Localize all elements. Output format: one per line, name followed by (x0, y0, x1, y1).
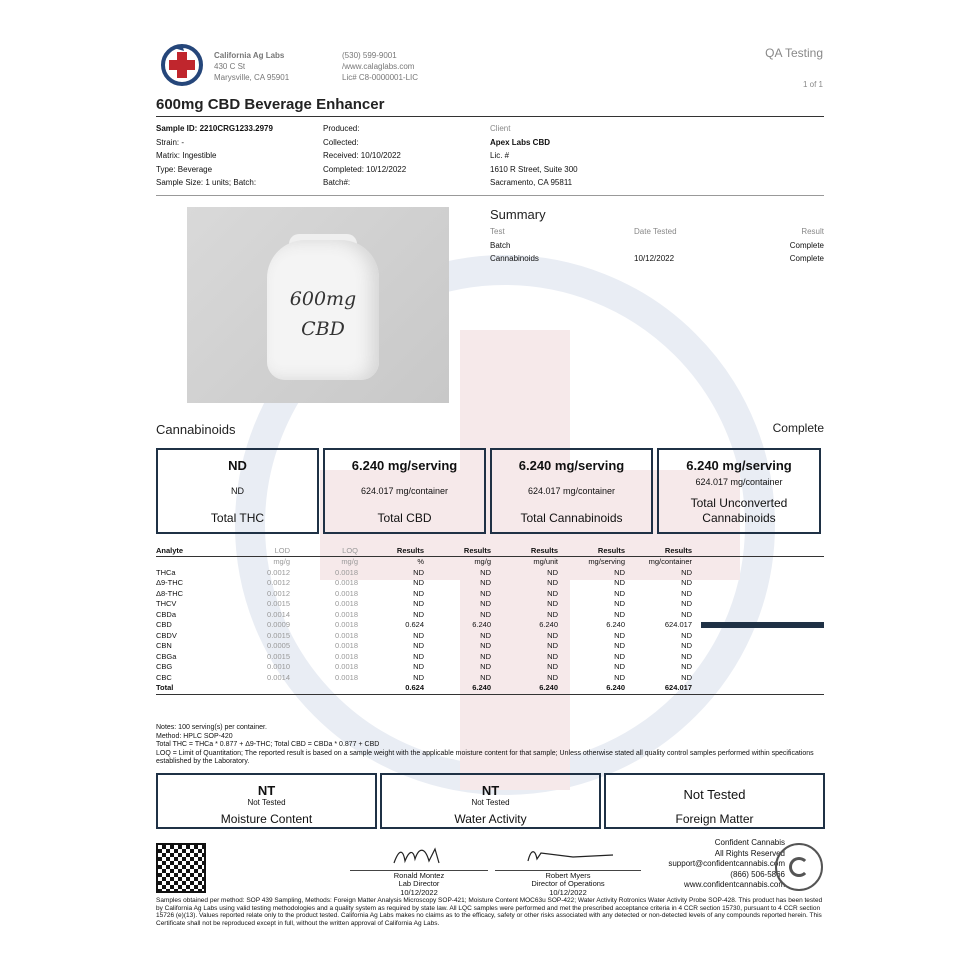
result-cell: 624.017 (664, 620, 692, 630)
table-row (156, 673, 824, 684)
summary-test: Cannabinoids (490, 254, 539, 263)
result-cell: 6.240 (606, 620, 625, 630)
lab-contact (342, 50, 418, 83)
analyte-name: Total (156, 683, 174, 693)
sample-id: Sample ID: 2210CRG1233.2979 (156, 124, 273, 133)
analyte-name: CBG (156, 662, 173, 672)
result-cell: ND (681, 599, 692, 609)
note-line: Notes: 100 serving(s) per container. (156, 724, 267, 731)
result-cell: ND (681, 609, 692, 619)
result-cell: ND (480, 588, 491, 598)
box-value: 6.240 mg/serving (351, 458, 458, 473)
unit-cell (156, 557, 226, 568)
analyte-name: CBDa (156, 609, 177, 619)
sample-received: Received: 10/10/2022 (323, 151, 401, 160)
lab-name: California Ag Labs (214, 51, 285, 60)
result-bar (692, 568, 824, 579)
note-line: Total THC = THCa * 0.877 + Δ9-THC; Total CBD = CBDa * 0.877 + CBD (156, 741, 380, 748)
result-cell: ND (547, 609, 558, 619)
summary-result: Complete (789, 241, 824, 250)
result-cell: ND (413, 651, 424, 661)
cbd-bar (701, 622, 824, 628)
result-cell: 0.0012 (267, 578, 290, 588)
col-header: Results (625, 545, 692, 557)
test-status: NT (257, 783, 276, 798)
col-header: Analyte (156, 545, 226, 557)
result-bar (692, 631, 824, 642)
result-cell: 0.0018 (335, 662, 358, 672)
result-bar (692, 662, 824, 673)
signer-date: 10/12/2022 (549, 887, 587, 897)
box-value: 6.240 mg/serving (686, 458, 792, 473)
result-cell: ND (480, 567, 491, 577)
lab-license: Lic# C8-0000001-LIC (342, 73, 419, 82)
result-cell: 6.240 (539, 620, 558, 630)
result-cell: ND (547, 672, 558, 682)
signer-title: Director of Operations (531, 879, 605, 888)
table-row (156, 620, 824, 631)
note-line: LOQ = Limit of Quantitation; The reported result is based on a sample weight with the applicable moisture content for that sample; Unless otherwise stated all quality control samples performed within specifications established by the Laboratory. (156, 749, 814, 765)
result-cell: ND (614, 599, 625, 609)
col-header: Results (358, 545, 424, 557)
unit-cell: mg/g (273, 557, 290, 567)
sample-dates (323, 122, 406, 190)
water-activity-box (380, 773, 601, 829)
result-cell: 0.624 (405, 620, 424, 630)
result-bar (692, 589, 824, 600)
result-cell: 0.0012 (267, 588, 290, 598)
result-cell: 0.0010 (267, 662, 290, 672)
analyte-name: Δ8-THC (156, 588, 184, 598)
result-cell: 6.240 (606, 683, 625, 693)
result-cell: ND (413, 662, 424, 672)
box-subvalue: 624.017 mg/container (695, 477, 783, 487)
result-cell: 0.0015 (267, 651, 290, 661)
sample-info (156, 122, 273, 190)
result-cell: 0.0018 (335, 630, 358, 640)
table-row (156, 568, 824, 579)
bottle (267, 240, 379, 380)
result-cell: ND (547, 662, 558, 672)
cc-email[interactable]: support@confidentcannabis.com (668, 859, 785, 868)
result-cell: ND (413, 599, 424, 609)
result-cell: ND (681, 672, 692, 682)
signer-date: 10/12/2022 (400, 887, 438, 897)
result-cell: 0.0009 (267, 620, 290, 630)
result-cell: 0.624 (405, 683, 424, 693)
lab-address-2: Marysville, CA 95901 (214, 73, 290, 82)
analyte-name: CBD (156, 620, 172, 630)
summary-header-test: Test (490, 227, 505, 236)
result-cell: ND (681, 662, 692, 672)
result-cell: ND (480, 651, 491, 661)
col-header: Results (424, 545, 491, 557)
result-cell: 6.240 (539, 683, 558, 693)
result-cell: ND (413, 567, 424, 577)
col-header: Results (558, 545, 625, 557)
table-total-row (156, 683, 824, 694)
foreign-matter-box (604, 773, 825, 829)
result-cell: ND (480, 599, 491, 609)
table-row (156, 589, 824, 600)
result-cell: ND (547, 630, 558, 640)
result-cell: ND (547, 641, 558, 651)
result-cell: 624.017 (664, 683, 692, 693)
signature-block-1 (350, 845, 488, 897)
result-cell: ND (413, 630, 424, 640)
client-address-2: Sacramento, CA 95811 (490, 178, 573, 187)
test-status: Not Tested (683, 787, 746, 802)
result-cell: ND (547, 567, 558, 577)
result-cell: 0.0018 (335, 620, 358, 630)
result-cell: ND (614, 672, 625, 682)
unit-cell: mg/g (474, 557, 491, 567)
analyte-name: CBC (156, 672, 172, 682)
result-cell: 0.0015 (267, 599, 290, 609)
result-cell: 0.0015 (267, 630, 290, 640)
divider (156, 195, 824, 196)
test-substatus: Not Tested (471, 798, 510, 807)
signer-name: Ronald Montez (393, 870, 445, 880)
result-cell: ND (614, 630, 625, 640)
box-value: 6.240 mg/serving (518, 458, 625, 473)
col-header: Results (491, 545, 558, 557)
result-cell: ND (681, 641, 692, 651)
summary-header-date: Date Tested (634, 227, 677, 236)
summary-title: Summary (490, 207, 546, 222)
divider (156, 116, 824, 117)
table-row (156, 652, 824, 663)
disclaimer: Samples obtained per method: SOP 439 Sampling, Methods: Foreign Matter Analysis Microscopy SOP-421; Moisture Content MOC63u SOP-422; Water Activity Rotronics Water Activity Probe SOP-428. This product has been tested by California Ag Labs using valid testing methodologies and a quality system as required by state law. All LQC samples were performed and met the prescribed acceptance criteria in 4 CCR section 15730, pursuant to 4 CCR section 15726 (e)(13). Values reported relate only to the product tested. California Ag Labs makes no claims as to the efficacy, safety or other risks associated with any detected or non-detected levels of any compounds reported herein. This Certificate shall not be reproduced except in full, without the written approval of California Ag Labs. (156, 897, 823, 927)
lab-logo-icon (160, 42, 204, 86)
table-row (156, 631, 824, 642)
box-label: Total CBD (377, 511, 432, 525)
unit-cell: mg/g (341, 557, 358, 567)
result-cell: ND (480, 609, 491, 619)
result-cell: ND (614, 567, 625, 577)
sample-completed: Completed: 10/12/2022 (323, 164, 407, 174)
result-cell: ND (681, 588, 692, 598)
cc-name: Confident Cannabis (714, 838, 785, 847)
unit-cell: mg/unit (533, 557, 558, 567)
result-cell: ND (614, 588, 625, 598)
units-row (156, 557, 824, 568)
test-substatus: Not Tested (247, 798, 286, 807)
signature-2-icon (513, 845, 623, 867)
lab-info (214, 50, 289, 83)
result-cell: 6.240 (472, 683, 491, 693)
result-cell: 0.0018 (335, 651, 358, 661)
result-cell: ND (480, 662, 491, 672)
summary-test: Batch (490, 241, 511, 250)
result-cell: 0.0018 (335, 567, 358, 577)
table-row (156, 599, 824, 610)
cc-rights: All Rights Reserved (714, 848, 785, 858)
result-cell: 0.0018 (335, 609, 358, 619)
table-row (156, 610, 824, 621)
box-label: Total THC (210, 511, 265, 525)
page-number: 1 of 1 (802, 80, 823, 89)
result-cell: 0.0005 (267, 641, 290, 651)
col-header: LOQ (290, 545, 358, 557)
summary-date: 10/12/2022 (634, 254, 675, 263)
result-cell: ND (681, 578, 692, 588)
note-line: Method: HPLC SOP-420 (156, 732, 233, 740)
total-cannabinoids-box (490, 448, 653, 534)
result-cell: 6.240 (472, 620, 491, 630)
result-cell (226, 683, 290, 694)
client-address-1: 1610 R Street, Suite 300 (490, 164, 578, 174)
analyte-name: CBN (156, 641, 172, 651)
analyte-name: Δ9-THC (156, 578, 184, 588)
box-subvalue: ND (231, 486, 244, 496)
lab-website[interactable]: /www.calaglabs.com (342, 62, 415, 71)
signature-1-icon (389, 845, 449, 867)
cc-web[interactable]: www.confidentcannabis.com (684, 880, 785, 889)
result-cell: ND (480, 672, 491, 682)
result-bar (692, 683, 824, 694)
result-cell: ND (681, 651, 692, 661)
box-label: Total Cannabinoids (520, 511, 623, 525)
result-bar (692, 620, 824, 631)
unit-cell-empty (692, 557, 824, 568)
cannabinoids-status: Complete (772, 421, 824, 435)
notes (156, 724, 824, 767)
col-header: LOD (226, 545, 290, 557)
summary-header-result: Result (801, 227, 824, 236)
photo-handwriting-2: CBD (301, 318, 345, 340)
product-title: 600mg CBD Beverage Enhancer (156, 96, 385, 113)
result-cell: ND (547, 651, 558, 661)
result-cell: ND (413, 672, 424, 682)
box-label: Total Unconverted (690, 496, 788, 510)
sample-size: Sample Size: 1 units; Batch: (156, 178, 257, 187)
summary-result: Complete (789, 254, 824, 263)
cc-phone: (866) 506-5866 (730, 869, 785, 879)
total-unconverted-box (657, 448, 821, 534)
confident-cannabis-seal-icon (775, 843, 823, 891)
analyte-name: THCa (156, 567, 176, 577)
client-label: Client (490, 124, 511, 133)
table-row (156, 578, 824, 589)
result-cell: ND (614, 662, 625, 672)
result-cell: ND (547, 588, 558, 598)
result-cell: 0.0018 (335, 672, 358, 682)
result-cell: ND (681, 567, 692, 577)
result-cell: ND (547, 599, 558, 609)
result-cell: 0.0018 (335, 578, 358, 588)
sample-type: Type: Beverage (156, 164, 213, 174)
result-cell: ND (547, 578, 558, 588)
client-lic: Lic. # (490, 151, 510, 160)
unit-cell: % (417, 557, 424, 567)
result-cell: 0.0018 (335, 588, 358, 598)
result-bar (692, 610, 824, 621)
lab-phone: (530) 599-9001 (342, 51, 397, 60)
sample-batch: Batch#: (323, 178, 351, 187)
sample-collected: Collected: (323, 137, 359, 147)
result-cell: ND (480, 578, 491, 588)
result-cell: ND (614, 641, 625, 651)
result-bar (692, 578, 824, 589)
analyte-name: CBDV (156, 630, 177, 640)
box-subvalue: 624.017 mg/container (527, 486, 616, 496)
sample-produced: Produced: (323, 124, 360, 133)
test-label: Water Activity (454, 812, 527, 826)
results-body (156, 557, 824, 695)
signature-block-2 (495, 845, 641, 897)
unit-cell: mg/container (648, 557, 692, 567)
result-cell: ND (413, 588, 424, 598)
result-cell: ND (681, 630, 692, 640)
client-name: Apex Labs CBD (490, 137, 551, 147)
result-cell: ND (413, 578, 424, 588)
result-cell: ND (614, 578, 625, 588)
analyte-name: CBGa (156, 651, 177, 661)
result-cell: ND (480, 641, 491, 651)
result-cell: 0.0018 (335, 599, 358, 609)
lab-address-1: 430 C St (214, 62, 246, 71)
table-header-row (156, 545, 824, 557)
table-row (156, 641, 824, 652)
signer-title: Lab Director (398, 879, 440, 888)
test-label: Moisture Content (220, 812, 313, 826)
result-bar (692, 641, 824, 652)
qa-testing-label: QA Testing (765, 46, 823, 60)
box-subvalue: 624.017 mg/container (360, 486, 449, 496)
qr-code-icon[interactable] (156, 843, 206, 893)
client-info (490, 122, 578, 190)
col-header-bar (692, 545, 824, 557)
sample-strain: Strain: - (156, 137, 185, 147)
test-status: NT (481, 783, 500, 798)
result-cell: 0.0014 (267, 672, 290, 682)
signer-name: Robert Myers (545, 870, 591, 880)
result-bar (692, 599, 824, 610)
unit-cell: mg/serving (588, 557, 625, 567)
confident-cannabis-info (668, 838, 785, 891)
result-cell (290, 683, 358, 694)
table-row (156, 662, 824, 673)
result-cell: 0.0014 (267, 609, 290, 619)
result-cell: ND (614, 651, 625, 661)
total-cbd-box (323, 448, 486, 534)
test-label: Foreign Matter (675, 812, 754, 826)
cannabinoids-title: Cannabinoids (156, 422, 236, 437)
sample-matrix: Matrix: Ingestible (156, 151, 217, 160)
box-label-line2: Cannabinoids (702, 511, 776, 525)
result-cell: ND (614, 609, 625, 619)
result-bar (692, 673, 824, 684)
results-table (156, 545, 824, 695)
result-cell: ND (413, 641, 424, 651)
result-bar (692, 652, 824, 663)
result-cell: ND (480, 630, 491, 640)
moisture-box (156, 773, 377, 829)
result-cell: 0.0018 (335, 641, 358, 651)
total-thc-box (156, 448, 319, 534)
analyte-name: THCV (156, 599, 177, 609)
photo-handwriting-1: 600mg (289, 288, 357, 310)
result-cell: 0.0012 (267, 567, 290, 577)
box-value: ND (228, 458, 247, 473)
result-cell: ND (413, 609, 424, 619)
